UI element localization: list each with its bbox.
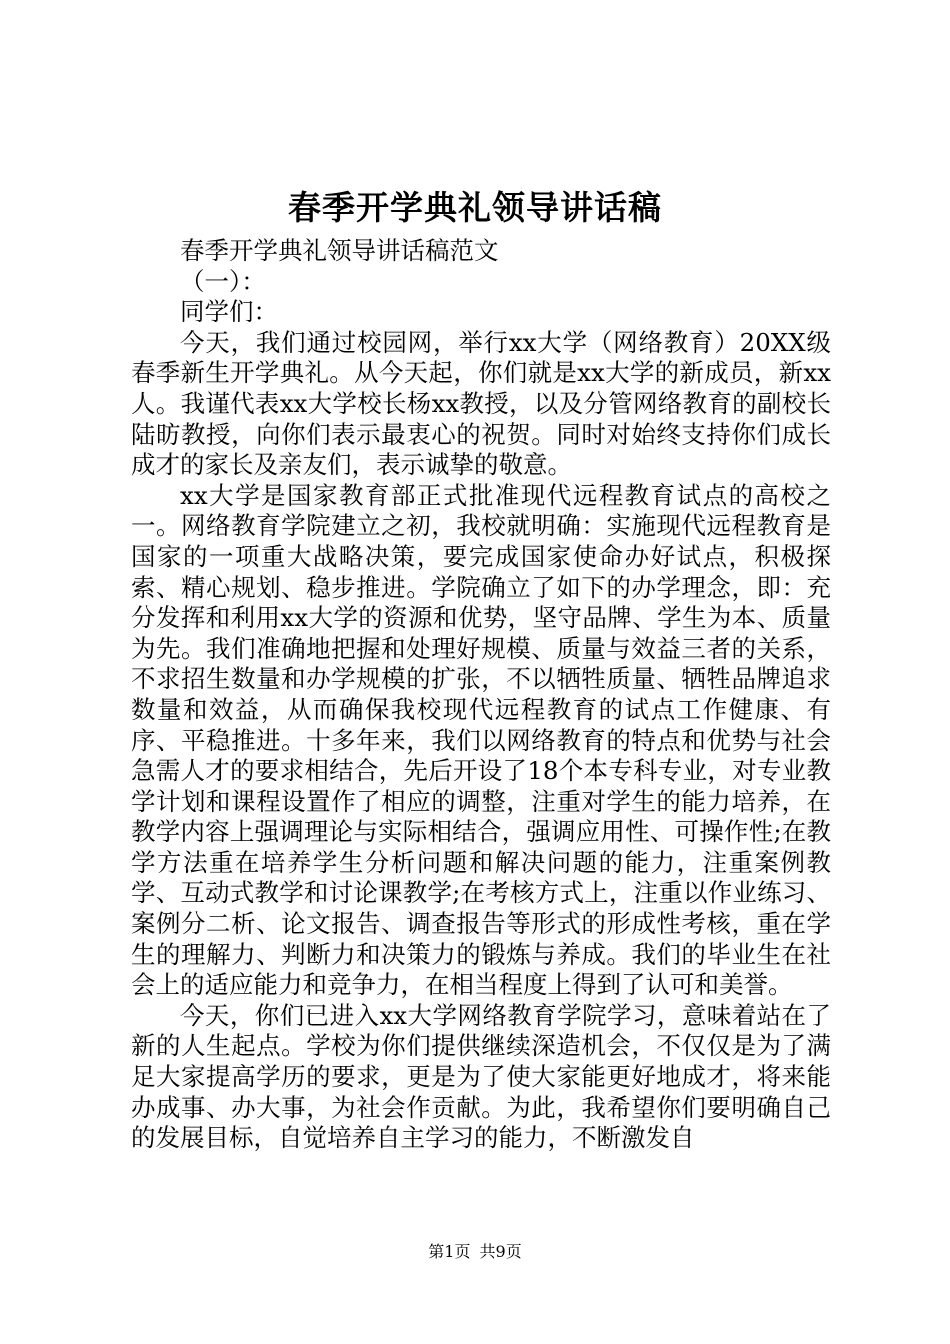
section-marker-paragraph: （一）： <box>180 266 266 296</box>
salutation-paragraph: 同学们： <box>180 297 278 327</box>
document-body <box>131 236 831 1154</box>
subtitle-paragraph: 春季开学典礼领导讲话稿范文 <box>180 236 499 265</box>
body-paragraph: 今天，你们已进入xx大学网络教育学院学习，意味着站在了新的人生起点。学校为你们提供继续深造机会，不仅仅是为了满足大家提高学历的要求，更是为了使大家能更好地成才，将来能办成事、办大事，为社会作贡献。为此，我希望你们要明确自己的发展目标，自觉培养自主学习的能力，不断激发自 <box>131 1000 831 1153</box>
document-title: 春季开学典礼领导讲话稿 <box>288 188 662 227</box>
page-footer: 第1页 共9页 <box>428 1242 522 1261</box>
body-paragraph: 今天，我们通过校园网，举行xx大学（网络教育）20XX级春季新生开学典礼。从今天起，你们就是xx大学的新成员，新xx人。我谨代表xx大学校长杨xx教授，以及分管网络教育的副校长陆昉教授，向你们表示最衷心的祝贺。同时对始终支持你们成长成才的家长及亲友们，表示诚挚的敬意。 <box>131 327 831 480</box>
body-paragraph: xx大学是国家教育部正式批准现代远程教育试点的高校之一。网络教育学院建立之初，我校就明确：实施现代远程教育是国家的一项重大战略决策，要完成国家使命办好试点，积极探索、精心规划、稳步推进。学院确立了如下的办学理念，即：充分发挥和利用xx大学的资源和优势，坚守品牌、学生为本、质量为先。我们准确地把握和处理好规模、质量与效益三者的关系，不求招生数量和办学规模的扩张，不以牺牲质量、牺牲品牌追求数量和效益，从而确保我校现代远程教育的试点工作健康、有序、平稳推进。十多年来，我们以网络教育的特点和优势与社会急需人才的要求相结合，先后开设了18个本专科专业，对专业教学计划和课程设置作了相应的调整，注重对学生的能力培养，在教学内容上强调理论与实际相结合，强调应用性、可操作性;在教学方法重在培养学生分析问题和解决问题的能力，注重案例教学、互动式教学和讨论课教学;在考核方式上，注重以作业练习、案例分二析、论文报告、调查报告等形式的形成性考核，重在学生的理解力、判断力和决策力的锻炼与养成。我们的毕业生在社会上的适应能力和竞争力，在相当程度上得到了认可和美誉。 <box>131 480 831 1000</box>
